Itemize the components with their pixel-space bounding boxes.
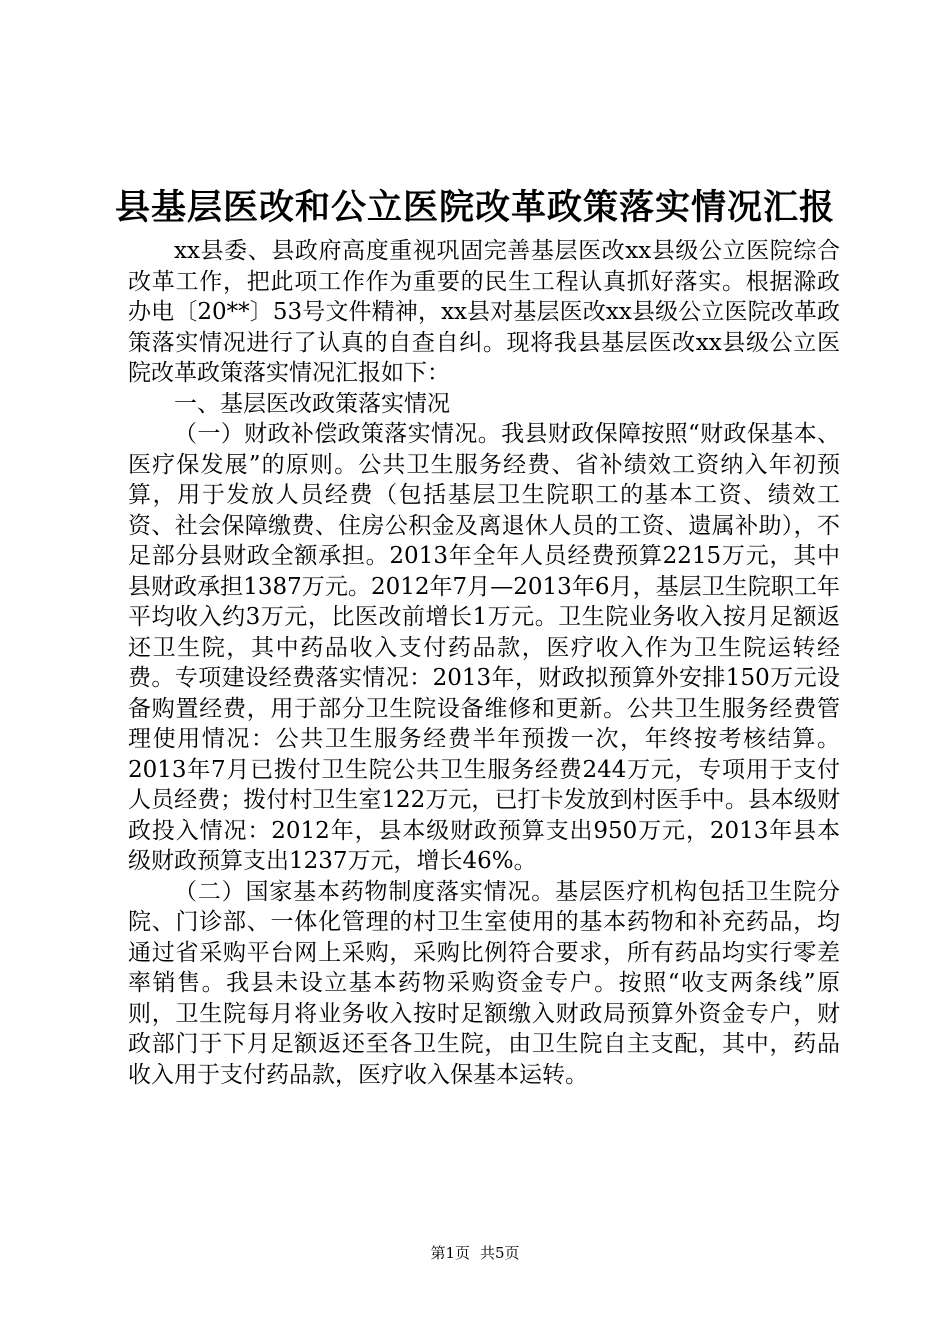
intro-paragraph: xx县委、县政府高度重视巩固完善基层医改xx县级公立医院综合改革工作，把此项工作作为重要的民生工程认真抓好落实。根据滁政办电〔20**〕53号文件精神，xx县对基层医改xx县级公立医院改革政策落实情况进行了认真的自查自纠。现将我县基层医改xx县级公立医院改革政策落实情况汇报如下： bbox=[128, 238, 840, 386]
page-footer bbox=[0, 1243, 950, 1263]
document-body bbox=[128, 236, 840, 1090]
section-heading-1: 一、基层医改政策落实情况 bbox=[174, 390, 450, 417]
paragraph-essential-drugs: （二）国家基本药物制度落实情况。基层医疗机构包括卫生院分院、门诊部、一体化管理的村卫生室使用的基本药物和补充药品，均通过省采购平台网上采购，采购比例符合要求，所有药品均实行零差率销售。我县未设立基本药物采购资金专户。按照“收支两条线”原则，卫生院每月将业务收入按时足额缴入财政局预算外资金专户，财政部门于下月足额返还至各卫生院，由卫生院自主支配，其中，药品收入用于支付药品款，医疗收入保基本运转。 bbox=[128, 878, 840, 1088]
page-number: 第1页 bbox=[430, 1244, 470, 1262]
document-title: 县基层医改和公立医院改革政策落实情况汇报 bbox=[114, 187, 835, 228]
page-total: 共5页 bbox=[480, 1244, 520, 1262]
paragraph-fiscal-compensation: （一）财政补偿政策落实情况。我县财政保障按照“财政保基本、医疗保发展”的原则。公共卫生服务经费、省补绩效工资纳入年初预算，用于发放人员经费（包括基层卫生院职工的基本工资、绩效工资、社会保障缴费、住房公积金及离退休人员的工资、遗属补助），不足部分县财政全额承担。2013年全年人员经费预算2215万元，其中县财政承担1387万元。2012年7月—2013年6月，基层卫生院职工年平均收入约3万元，比医改前增长1万元。卫生院业务收入按月足额返还卫生院，其中药品收入支付药品款，医疗收入作为卫生院运转经费。专项建设经费落实情况：2013年，财政拟预算外安排150万元设备购置经费，用于部分卫生院设备维修和更新。公共卫生服务经费管理使用情况：公共卫生服务经费半年预拨一次，年终按考核结算。2013年7月已拨付卫生院公共卫生服务经费244万元，专项用于支付人员经费；拨付村卫生室122万元，已打卡发放到村医手中。县本级财政投入情况：2012年，县本级财政预算支出950万元，2013年县本级财政预算支出1237万元，增长46%。 bbox=[128, 421, 840, 874]
